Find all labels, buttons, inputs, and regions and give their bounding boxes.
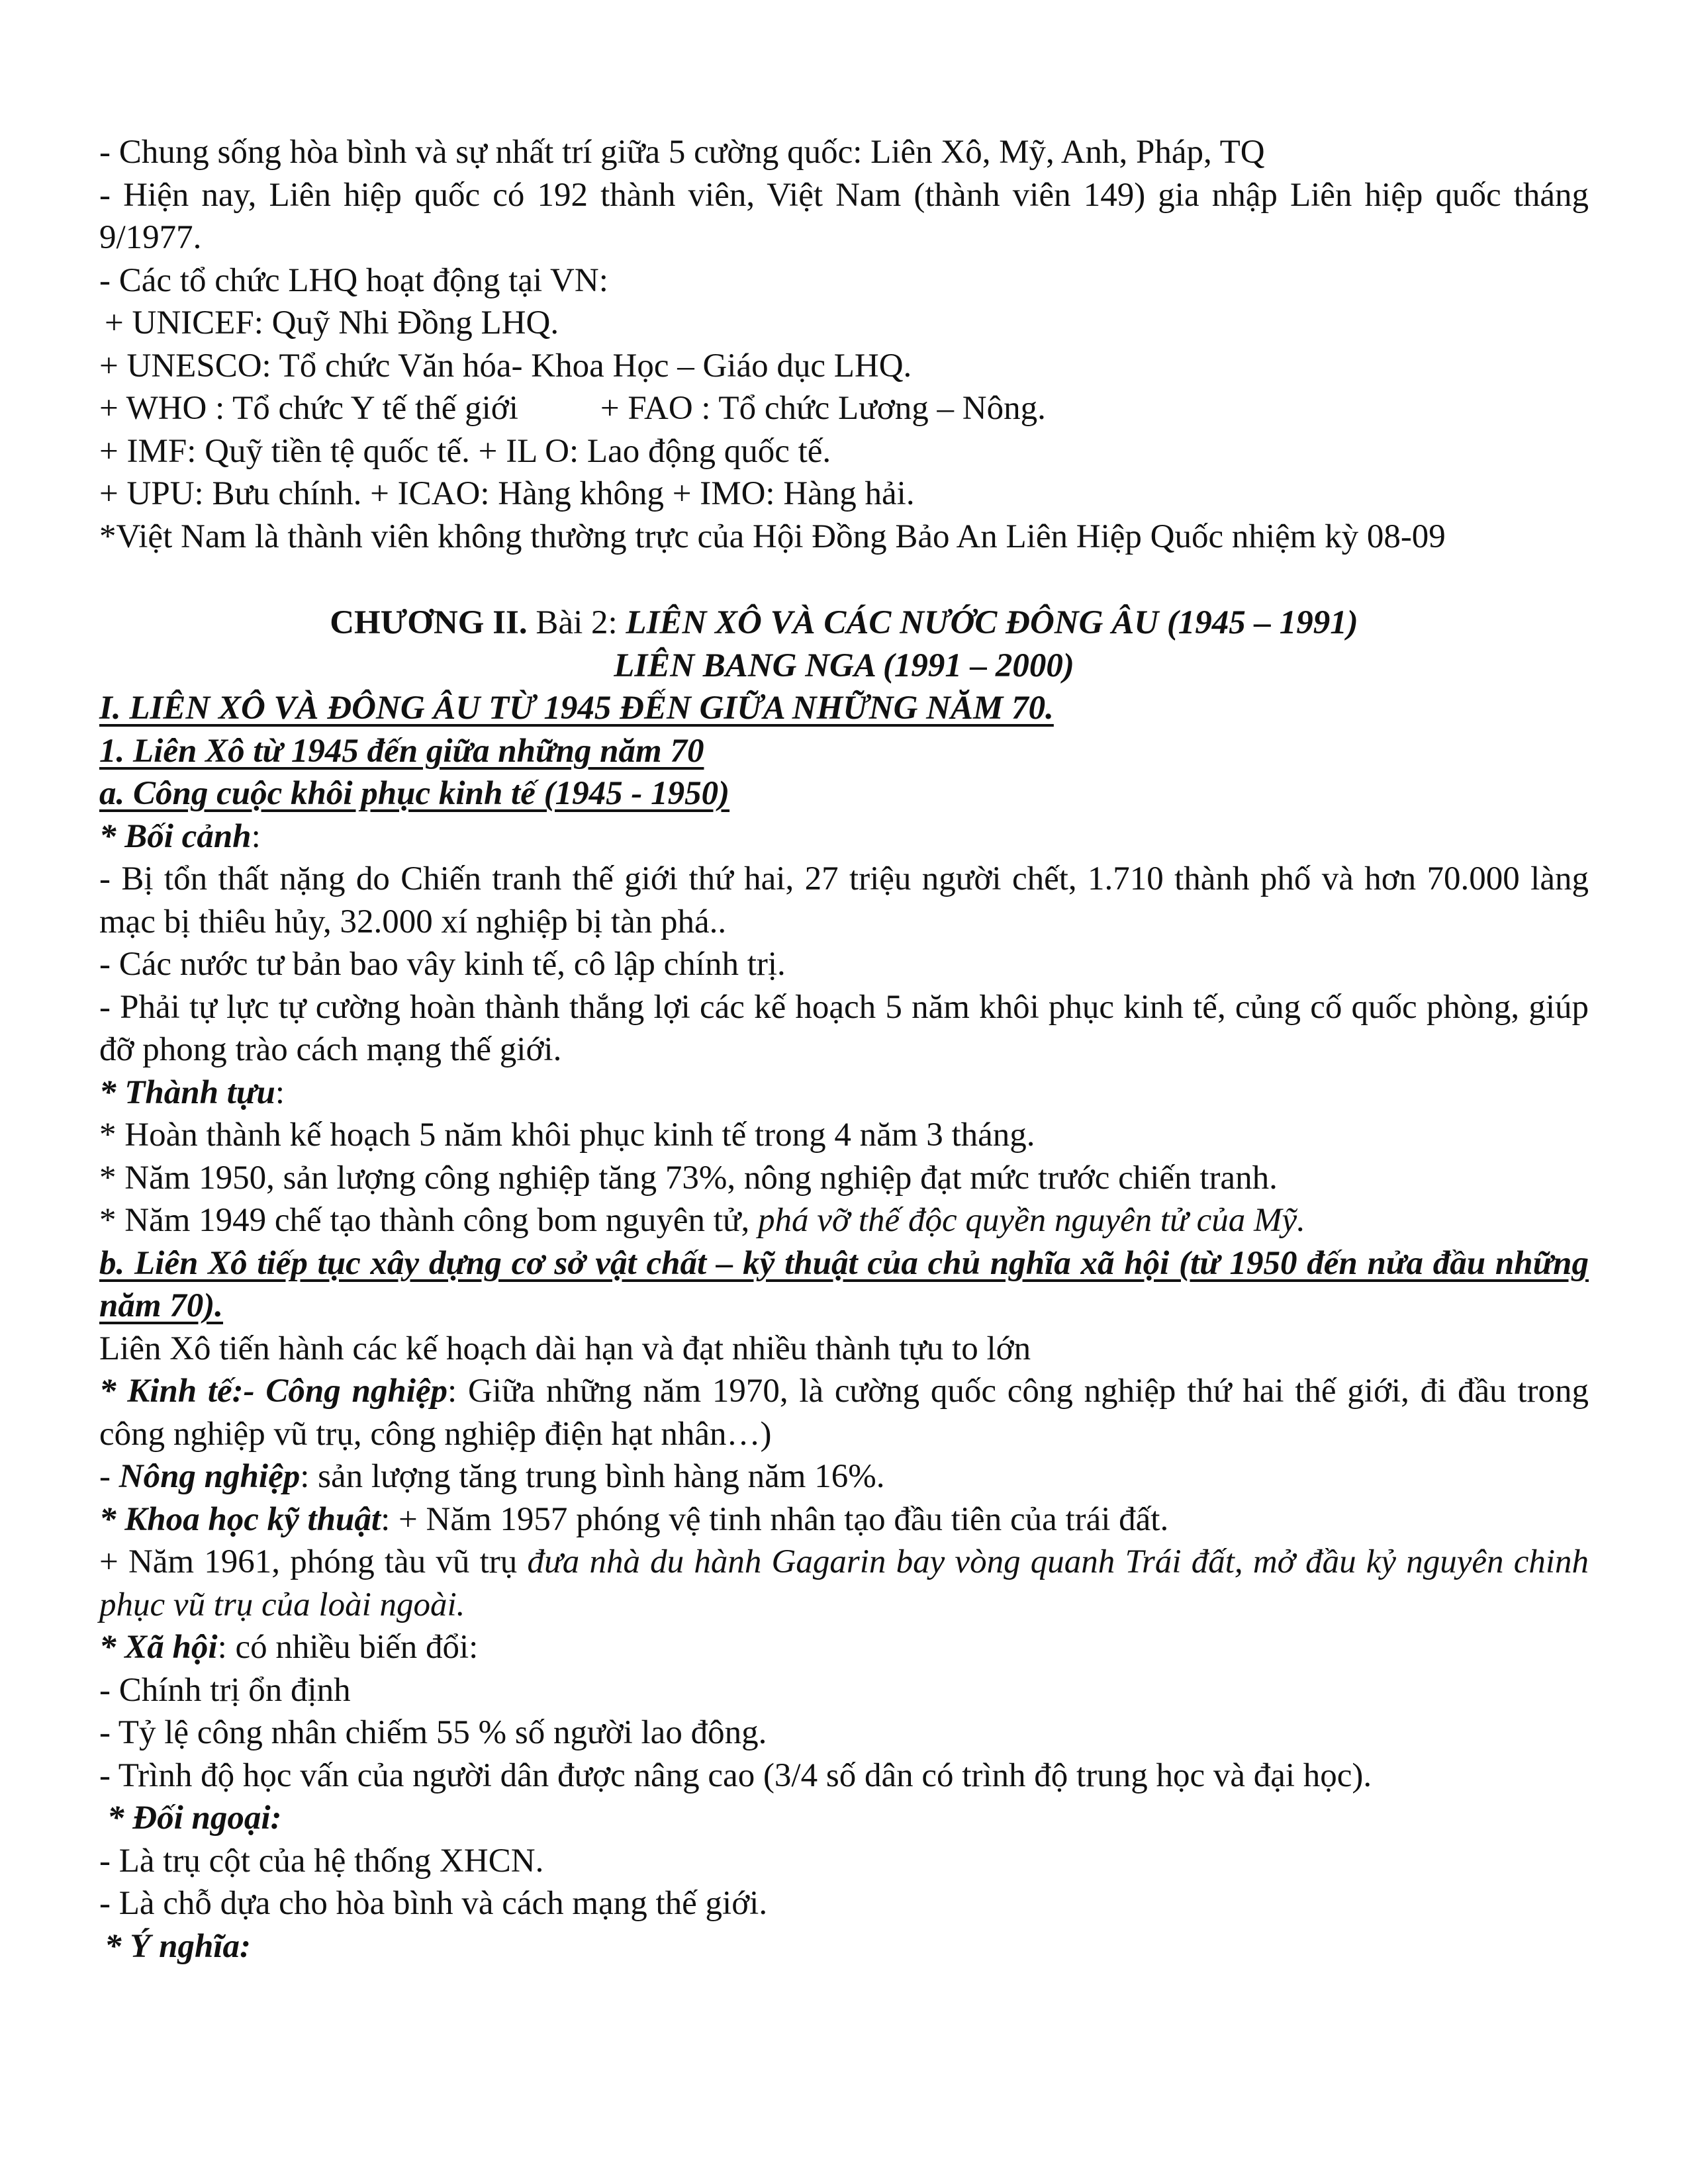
achievement-atomic-text: * Năm 1949 chế tạo thành công bom nguyên tử,: [99, 1202, 759, 1239]
context-colon: :: [251, 817, 261, 855]
chapter-heading: [99, 602, 1589, 645]
agriculture-label: Nông nghiệp: [118, 1458, 301, 1495]
society-heading: [99, 1626, 1589, 1669]
science-line: [99, 1498, 1589, 1541]
economy-industry: [99, 1370, 1589, 1455]
economy-label: * Kinh tế:- Công nghiệp: [99, 1373, 448, 1410]
economy-agriculture: [99, 1455, 1589, 1498]
list-item-who-fao: [99, 387, 1589, 430]
foreign-line-support: - Là chỗ dựa cho hòa bình và cách mạng thế giới.: [99, 1885, 768, 1922]
economy-text: : Giữa những năm 1970, là cường quốc công nghiệp thứ hai thế giới, đi đầu trong công nghiệp vũ trụ, công nghiệp điện hạt nhân…): [99, 1373, 1589, 1453]
achievements-colon: :: [275, 1073, 285, 1111]
society-line-workers: - Tỷ lệ công nhân chiếm 55 % số người lao đông.: [99, 1714, 767, 1751]
agriculture-text: : sản lượng tăng trung bình hàng năm 16%.: [300, 1458, 885, 1495]
society-line-education: - Trình độ học vấn của người dân được nâng cao (3/4 số dân có trình độ trung học và đại học).: [99, 1756, 1372, 1794]
society-text: : có nhiều biến đổi:: [217, 1629, 479, 1666]
achievement-atomic-italic: phá vỡ thế độc quyền nguyên tử của Mỹ.: [758, 1202, 1305, 1239]
list-item-upu-icao-imo: + UPU: Bưu chính. + ICAO: Hàng không + IMO: Hàng hải.: [99, 475, 915, 512]
achievement-line-1950: * Năm 1950, sản lượng công nghiệp tăng 73%, nông nghiệp đạt mức trước chiến tranh.: [99, 1159, 1278, 1197]
subsection-heading-1: 1. Liên Xô từ 1945 đến giữa những năm 70: [99, 732, 704, 770]
context-line-self-reliance: - Phải tự lực tự cường hoàn thành thắng lợi các kế hoạch 5 năm khôi phục kinh tế, củng cố quốc phòng, giúp đỡ phong trào cách mạng thế giới.: [99, 988, 1589, 1068]
context-label: * Bối cảnh: [99, 817, 252, 855]
science-text: : + Năm 1957 phóng vệ tinh nhân tạo đầu tiên của trái đất.: [381, 1500, 1169, 1538]
spacer: [99, 558, 1589, 602]
subsection-heading-a: a. Công cuộc khôi phục kinh tế (1945 - 1950): [99, 775, 730, 812]
chapter-label: CHƯƠNG II.: [330, 604, 528, 641]
society-label: * Xã hội: [99, 1629, 218, 1666]
achievement-line-plan: * Hoàn thành kế hoạch 5 năm khôi phục kinh tế trong 4 năm 3 tháng.: [99, 1116, 1035, 1154]
chapter-title-2: LIÊN BANG NGA (1991 – 2000): [614, 647, 1074, 684]
paragraph-peaceful-coexistence: - Chung sống hòa bình và sự nhất trí giữa 5 cường quốc: Liên Xô, Mỹ, Anh, Pháp, TQ: [99, 134, 1265, 171]
paragraph-security-council: *Việt Nam là thành viên không thường trực của Hội Đồng Bảo An Liên Hiệp Quốc nhiệm kỳ 08-09: [99, 518, 1446, 555]
chapter-title-1: LIÊN XÔ VÀ CÁC NƯỚC ĐÔNG ÂU (1945 – 1991): [626, 604, 1358, 641]
context-line-losses: - Bị tổn thất nặng do Chiến tranh thế giới thứ hai, 27 triệu người chết, 1.710 thành phố và hơn 70.000 làng mạc bị thiêu hủy, 32.000 xí nghiệp bị tàn phá..: [99, 860, 1589, 940]
list-item-fao: + FAO : Tổ chức Lương – Nông.: [600, 390, 1046, 427]
achievements-label: * Thành tựu: [99, 1073, 275, 1111]
agri-prefix: -: [99, 1458, 119, 1495]
subsection-heading-b: b. Liên Xô tiếp tục xây dựng cơ sở vật chất – kỹ thuật của chủ nghĩa xã hội (từ 1950 đến nửa đầu những năm 70).: [99, 1244, 1589, 1324]
space-line: [99, 1541, 1589, 1626]
science-label: * Khoa học kỹ thuật: [99, 1500, 381, 1538]
space-italic: đưa nhà du hành Gagarin bay vòng quanh Trái đất, mở đầu kỷ nguyên chinh phục vũ trụ của loài ngoài.: [99, 1543, 1589, 1623]
society-line-politics: - Chính trị ổn định: [99, 1671, 351, 1709]
context-line-isolation: - Các nước tư bản bao vây kinh tế, cô lập chính trị.: [99, 946, 786, 983]
list-item-unicef: + UNICEF: Quỹ Nhi Đồng LHQ.: [105, 304, 559, 341]
lesson-label: Bài 2:: [527, 604, 626, 641]
context-heading: [99, 815, 1589, 858]
foreign-line-pillar: - Là trụ cột của hệ thống XHCN.: [99, 1842, 544, 1880]
paragraph-un-members: - Hiện nay, Liên hiệp quốc có 192 thành viên, Việt Nam (thành viên 149) gia nhập Liên hiệp quốc tháng 9/1977.: [99, 176, 1589, 256]
list-item-who: + WHO : Tổ chức Y tế thế giới: [99, 390, 518, 427]
space-text: + Năm 1961, phóng tàu vũ trụ: [99, 1543, 528, 1580]
meaning-heading: * Ý nghĩa:: [105, 1927, 252, 1965]
list-item-imf-ilo: + IMF: Quỹ tiền tệ quốc tế. + IL O: Lao động quốc tế.: [99, 432, 831, 470]
achievement-line-atomic: [99, 1199, 1589, 1242]
section-heading-1: I. LIÊN XÔ VÀ ĐÔNG ÂU TỪ 1945 ĐẾN GIỮA NHỮNG NĂM 70.: [99, 690, 1054, 727]
foreign-policy-heading: * Đối ngoại:: [107, 1799, 282, 1837]
list-item-unesco: + UNESCO: Tổ chức Văn hóa- Khoa Học – Giáo dục LHQ.: [99, 347, 912, 385]
paragraph-un-orgs-heading: - Các tổ chức LHQ hoạt động tại VN:: [99, 261, 608, 299]
achievements-heading: [99, 1071, 1589, 1115]
subb-intro: Liên Xô tiến hành các kế hoạch dài hạn và đạt nhiều thành tựu to lớn: [99, 1330, 1031, 1367]
